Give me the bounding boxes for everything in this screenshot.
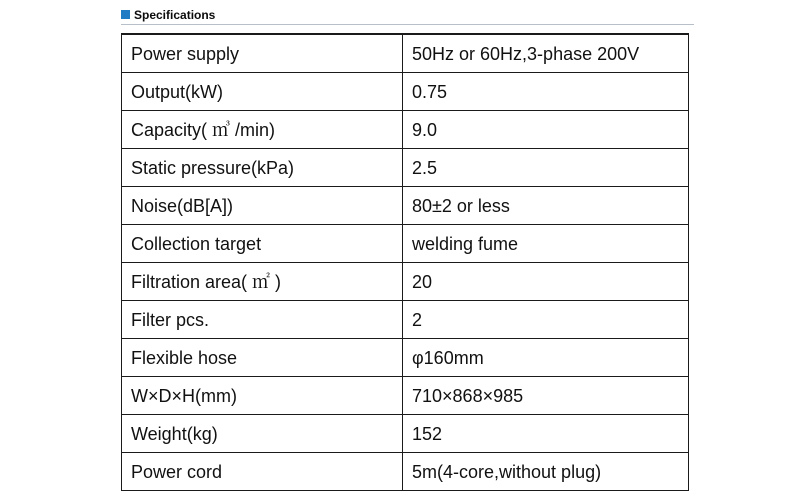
spec-value: φ160mm	[403, 339, 689, 377]
spec-label: Noise(dB[A])	[122, 187, 403, 225]
spec-value: 2.5	[403, 149, 689, 187]
section-title: Specifications	[134, 8, 216, 22]
specifications-table-body	[122, 34, 689, 491]
spec-label: Filtration area( ㎡ )	[122, 263, 403, 301]
section-marker-square-icon	[121, 10, 130, 19]
spec-label: Static pressure(kPa)	[122, 149, 403, 187]
spec-label: Weight(kg)	[122, 415, 403, 453]
spec-value: 50Hz or 60Hz,3-phase 200V	[403, 34, 689, 73]
spec-value: 20	[403, 263, 689, 301]
spec-label: Power cord	[122, 453, 403, 491]
spec-row-weight	[122, 415, 689, 453]
spec-value: 2	[403, 301, 689, 339]
spec-row-flexible-hose	[122, 339, 689, 377]
spec-row-filtration-area	[122, 263, 689, 301]
section-header	[121, 6, 694, 25]
spec-label: Collection target	[122, 225, 403, 263]
spec-label: Capacity( ㎥ /min)	[122, 111, 403, 149]
spec-value: 710×868×985	[403, 377, 689, 415]
spec-label: Power supply	[122, 34, 403, 73]
spec-row-capacity	[122, 111, 689, 149]
spec-label: W×D×H(mm)	[122, 377, 403, 415]
spec-value: 0.75	[403, 73, 689, 111]
spec-row-power-cord	[122, 453, 689, 491]
spec-row-output	[122, 73, 689, 111]
specifications-table	[121, 33, 689, 491]
spec-row-dimensions	[122, 377, 689, 415]
spec-value: 152	[403, 415, 689, 453]
spec-row-static-pressure	[122, 149, 689, 187]
spec-value: 9.0	[403, 111, 689, 149]
spec-label: Filter pcs.	[122, 301, 403, 339]
spec-row-power-supply	[122, 34, 689, 73]
spec-row-filter-pcs	[122, 301, 689, 339]
spec-row-collection-target	[122, 225, 689, 263]
spec-row-noise	[122, 187, 689, 225]
spec-value: 80±2 or less	[403, 187, 689, 225]
spec-value: 5m(4-core,without plug)	[403, 453, 689, 491]
spec-label: Output(kW)	[122, 73, 403, 111]
spec-label: Flexible hose	[122, 339, 403, 377]
spec-value: welding fume	[403, 225, 689, 263]
